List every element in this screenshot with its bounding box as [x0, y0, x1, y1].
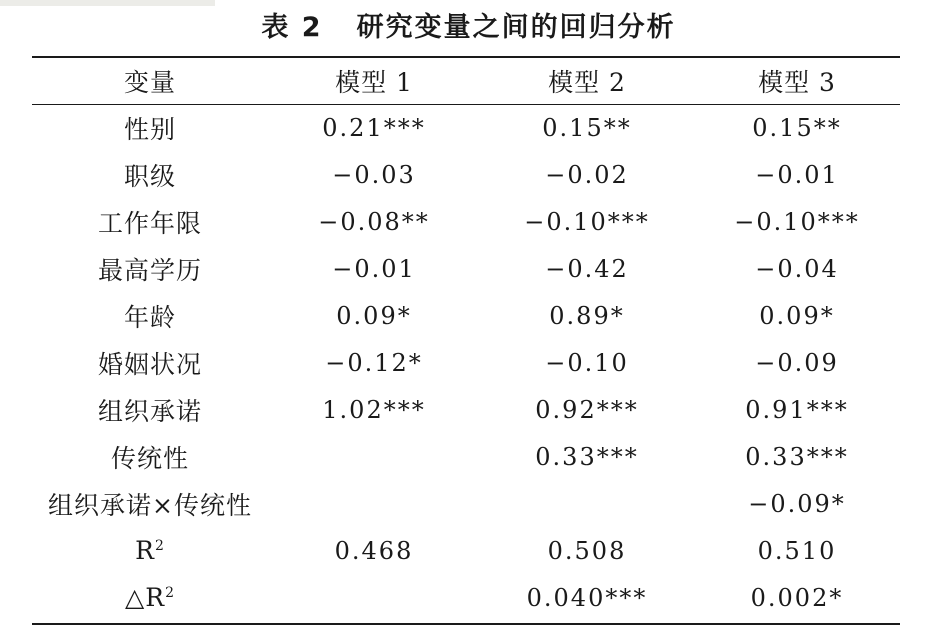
- cell-model-1: [268, 574, 480, 621]
- header-variable: 变量: [123, 68, 176, 97]
- row-variable-superscript: 2: [154, 538, 165, 554]
- cell-model-3: 0.002*: [750, 583, 844, 612]
- cell-model-2: [480, 480, 694, 527]
- header-model-2: 模型 2: [548, 68, 626, 97]
- row-variable: 职级: [123, 161, 176, 191]
- cell-model-2: 0.15**: [542, 113, 632, 142]
- table-row: [32, 386, 900, 433]
- top-edge-strip: [0, 0, 215, 6]
- cell-model-1: 0.09*: [336, 301, 412, 330]
- table-header: [32, 58, 900, 104]
- cell-model-3: 0.510: [757, 536, 837, 565]
- header-row: [32, 58, 900, 104]
- row-variable: 年龄: [123, 302, 176, 332]
- row-variable: 性别: [123, 114, 176, 144]
- cell-model-3: 0.09*: [759, 301, 835, 330]
- row-variable: 工作年限: [97, 208, 202, 238]
- cell-model-3: −0.01: [755, 160, 839, 189]
- table-row: [32, 339, 900, 386]
- table-row: [32, 151, 900, 198]
- header-model-3: 模型 3: [758, 68, 836, 97]
- row-variable: 婚姻状况: [97, 349, 202, 379]
- row-variable-label: △R: [125, 583, 166, 612]
- cell-model-2: −0.02: [545, 160, 629, 189]
- cell-model-3: 0.15**: [752, 113, 842, 142]
- cell-model-2: 0.33***: [535, 442, 639, 471]
- bottom-rule: [32, 623, 900, 625]
- cell-model-1: 0.21***: [322, 113, 426, 142]
- table-number: 表 2: [261, 12, 323, 43]
- cell-model-1: [268, 433, 480, 480]
- cell-model-3: 0.91***: [745, 395, 849, 424]
- cell-model-1: −0.08**: [318, 207, 430, 236]
- row-variable: 组织承诺: [97, 396, 202, 426]
- table-row: [32, 574, 900, 621]
- cell-model-1: 1.02***: [322, 395, 426, 424]
- cell-model-1: [268, 480, 480, 527]
- cell-model-3: −0.09*: [748, 489, 846, 518]
- cell-model-2: 0.89*: [549, 301, 625, 330]
- regression-table: [32, 58, 900, 621]
- header-model-1: 模型 1: [335, 68, 413, 97]
- cell-model-3: −0.10***: [734, 207, 860, 236]
- row-variable-label: R: [135, 536, 155, 565]
- cell-model-1: −0.12*: [325, 348, 423, 377]
- cell-model-2: −0.42: [545, 254, 629, 283]
- table-body: [32, 104, 900, 621]
- table-title: 研究变量之间的回归分析: [356, 12, 676, 43]
- cell-model-3: −0.09: [755, 348, 839, 377]
- row-variable-superscript: 2: [165, 585, 175, 601]
- table-row: [32, 433, 900, 480]
- table-row: [32, 292, 900, 339]
- cell-model-2: 0.040***: [526, 583, 648, 612]
- table-row: [32, 104, 900, 151]
- table-row: [32, 198, 900, 245]
- row-variable: [32, 574, 268, 621]
- row-variable: [32, 527, 268, 574]
- row-variable: 组织承诺×传统性: [48, 490, 252, 520]
- cell-model-1: −0.03: [332, 160, 416, 189]
- cell-model-2: −0.10: [545, 348, 629, 377]
- cell-model-2: 0.92***: [535, 395, 639, 424]
- cell-model-1: 0.468: [334, 536, 414, 565]
- table-row: [32, 480, 900, 527]
- cell-model-2: 0.508: [547, 536, 627, 565]
- row-variable: 传统性: [110, 443, 189, 473]
- cell-model-2: −0.10***: [524, 207, 650, 236]
- cell-model-1: −0.01: [332, 254, 416, 283]
- row-variable: 最高学历: [97, 255, 202, 285]
- cell-model-3: −0.04: [755, 254, 839, 283]
- table-row: [32, 245, 900, 292]
- table-row: [32, 527, 900, 574]
- cell-model-3: 0.33***: [745, 442, 849, 471]
- table-caption: [0, 10, 937, 46]
